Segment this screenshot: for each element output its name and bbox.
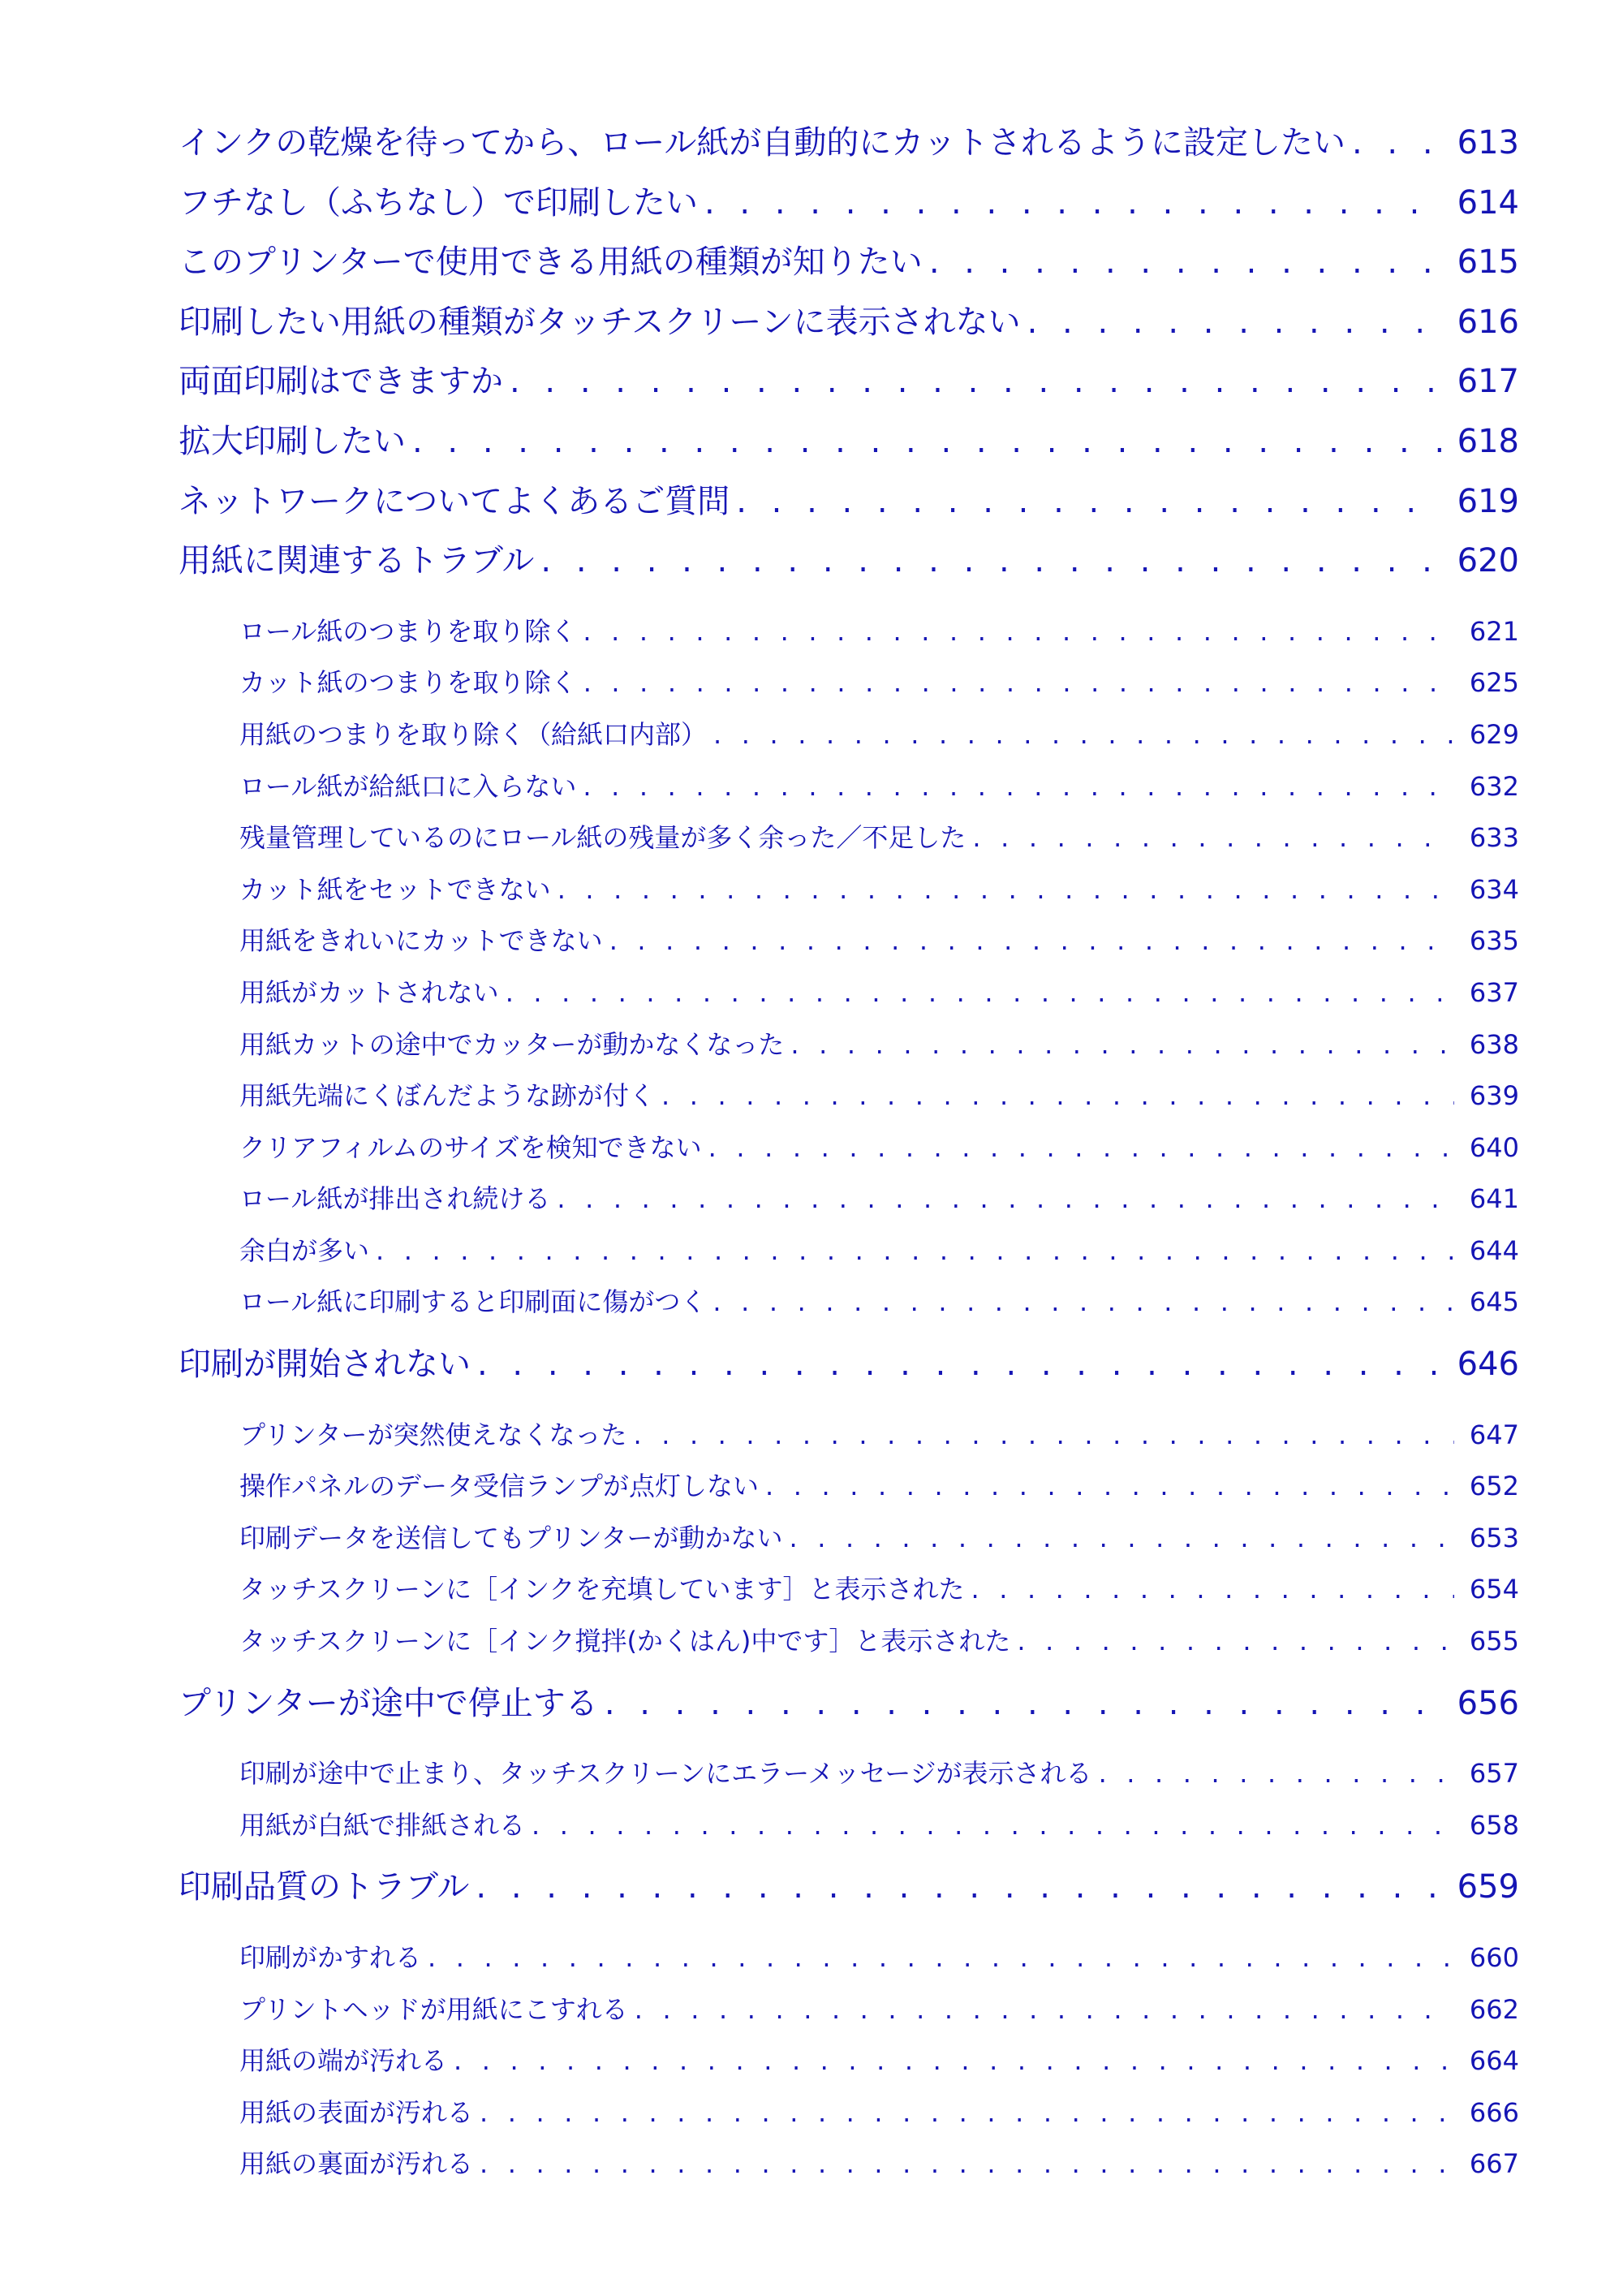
toc-entry-title[interactable]: カット紙をセットできない [239,873,551,905]
toc-entry-title[interactable]: 拡大印刷したい [179,422,406,460]
toc-entry-title[interactable]: 用紙の裏面が汚れる [239,2148,474,2180]
toc-entry-title[interactable]: タッチスクリーンに［インク撹拌(かくはん)中です］と表示された [239,1626,1011,1657]
toc-page-number[interactable]: 662 [1469,1993,1519,2025]
dot-leader [972,812,1454,864]
toc-page-number[interactable]: 664 [1469,2045,1519,2077]
toc-entry-title[interactable]: ネットワークについてよくあるご質問 [179,482,730,520]
toc-entry-title[interactable]: 印刷が途中で止まり、タッチスクリーンにエラーメッセージが表示される [239,1758,1092,1790]
toc-page-number[interactable]: 658 [1469,1809,1519,1841]
dot-leader [540,532,1441,592]
toc-entry[interactable] [179,233,1519,293]
toc-subentry[interactable] [179,606,1519,658]
toc-entry-title[interactable]: 印刷がかすれる [239,1942,422,1973]
dot-leader [532,1800,1454,1852]
dot-leader [635,1984,1454,2036]
toc-page-number[interactable]: 640 [1469,1131,1519,1163]
dot-leader [506,967,1454,1019]
toc-subentry[interactable] [179,915,1519,967]
toc-subentry[interactable] [179,1616,1519,1668]
toc-entry-title[interactable]: 用紙の表面が汚れる [239,2096,474,2128]
toc-page-number[interactable]: 656 [1457,1684,1519,1722]
dot-leader [971,1564,1454,1616]
toc-page-number[interactable]: 653 [1469,1522,1519,1553]
dot-leader [789,1513,1454,1565]
toc-entry[interactable] [179,114,1519,174]
toc-page-number[interactable]: 617 [1457,363,1519,401]
dot-leader [633,1410,1454,1462]
toc-page-number[interactable]: 634 [1469,873,1519,905]
toc-page-number[interactable]: 615 [1457,243,1519,282]
toc-subentry[interactable] [179,761,1519,813]
toc-subentry[interactable] [179,2139,1519,2190]
toc-page-number[interactable]: 647 [1469,1419,1519,1450]
toc-entry[interactable] [179,1858,1519,1918]
toc-page-number[interactable]: 654 [1469,1574,1519,1605]
toc-page-number[interactable]: 618 [1457,422,1519,460]
toc-subentry[interactable] [179,1564,1519,1616]
toc-entry-title[interactable]: 印刷が開始されない [179,1346,471,1384]
toc-entry-title[interactable]: ロール紙が給紙口に入らない [239,770,577,802]
toc-entry[interactable] [179,412,1519,472]
dot-leader [1352,114,1441,174]
toc-page-number[interactable]: 641 [1469,1183,1519,1215]
toc-subentry[interactable] [179,1122,1519,1174]
toc-page-number[interactable]: 660 [1469,1942,1519,1973]
dot-leader [480,2139,1454,2190]
dot-leader [661,1070,1454,1122]
toc-entry-title[interactable]: 印刷品質のトラブル [179,1868,470,1906]
dot-leader [376,1226,1454,1277]
toc-subentry[interactable] [179,1932,1519,1984]
toc-page-number[interactable]: 646 [1457,1346,1519,1384]
toc-entry-title[interactable]: カット紙のつまりを取り除く [239,667,577,699]
toc-subentry[interactable] [179,1984,1519,2036]
toc-subentry[interactable] [179,1226,1519,1277]
toc-subentry[interactable] [179,2035,1519,2087]
toc-page-number[interactable]: 644 [1469,1234,1519,1266]
toc-subentry[interactable] [179,1410,1519,1462]
toc-entry[interactable] [179,352,1519,412]
dot-leader [929,233,1441,293]
toc-page-number[interactable]: 625 [1469,667,1519,699]
toc-page-number[interactable]: 629 [1469,718,1519,750]
toc-entry-title[interactable]: プリンターが突然使えなくなった [239,1419,627,1450]
toc-subentry[interactable] [179,967,1519,1019]
toc-page-number[interactable]: 613 [1457,124,1519,162]
toc-subentry[interactable] [179,1070,1519,1122]
toc-subentry[interactable] [179,864,1519,916]
toc-subentry[interactable] [179,1277,1519,1329]
toc-entry-title[interactable]: 用紙が白紙で排紙される [239,1809,526,1841]
toc-entry-title[interactable]: 残量管理しているのにロール紙の残量が多く余った／不足した [239,822,966,854]
toc-page-number[interactable]: 655 [1469,1626,1519,1657]
toc-page-number[interactable]: 666 [1469,2096,1519,2128]
toc-entry-title[interactable]: このプリンターで使用できる用紙の種類が知りたい [179,243,923,282]
dot-leader [790,1019,1454,1071]
toc-page-number[interactable]: 657 [1469,1758,1519,1790]
toc-entry-title[interactable]: 用紙カットの途中でカッターが動かなくなった [239,1028,785,1060]
toc-page-number[interactable]: 619 [1457,482,1519,520]
toc-entry[interactable] [179,174,1519,234]
dot-leader [765,1461,1454,1513]
toc-page-number[interactable]: 635 [1469,925,1519,957]
toc-entry-title[interactable]: 用紙のつまりを取り除く（給紙口内部） [239,718,708,750]
toc-subentry[interactable] [179,1513,1519,1565]
toc-subentry[interactable] [179,1461,1519,1513]
toc-page-number[interactable]: 620 [1457,542,1519,580]
toc-page-number[interactable]: 645 [1469,1286,1519,1318]
toc-entry[interactable] [179,532,1519,592]
toc-subentry[interactable] [179,1174,1519,1226]
toc-entry-title[interactable]: 用紙の端が汚れる [239,2045,448,2077]
dot-leader [708,1122,1454,1174]
dot-leader [704,174,1441,234]
toc-page-number[interactable]: 667 [1469,2148,1519,2180]
toc-entry-title[interactable]: クリアフィルムのサイズを検知できない [239,1131,702,1163]
toc-subentry[interactable] [179,1019,1519,1071]
dot-leader [428,1932,1454,1984]
table-of-contents [179,114,1519,2190]
toc-entry-title[interactable]: 印刷したい用紙の種類がタッチスクリーンに表示されない [179,303,1021,341]
dot-leader [454,2035,1454,2087]
dot-leader [510,352,1441,412]
toc-entry-title[interactable]: プリントヘッドが用紙にこすれる [239,1993,628,2025]
dot-leader [713,709,1454,761]
toc-entry-title[interactable]: ロール紙に印刷すると印刷面に傷がつく [239,1286,707,1318]
dot-leader [583,761,1454,813]
dot-leader [476,1858,1441,1918]
toc-entry-title[interactable]: 用紙をきれいにカットできない [239,925,603,957]
toc-entry-title[interactable]: プリンターが途中で停止する [179,1684,598,1722]
toc-page-number[interactable]: 632 [1469,770,1519,802]
toc-page-number[interactable]: 639 [1469,1080,1519,1112]
dot-leader [605,1674,1441,1734]
toc-subentry[interactable] [179,2087,1519,2139]
toc-page-number[interactable]: 637 [1469,976,1519,1008]
toc-entry[interactable] [179,1674,1519,1734]
toc-page-number[interactable]: 633 [1469,822,1519,854]
toc-subentry[interactable] [179,709,1519,761]
toc-entry-title[interactable]: 用紙先端にくぼんだような跡が付く [239,1080,656,1112]
dot-leader [583,606,1454,658]
toc-entry-title[interactable]: タッチスクリーンに［インクを充填しています］と表示された [239,1574,965,1605]
dot-leader [558,864,1454,916]
toc-page-number[interactable]: 652 [1469,1471,1519,1502]
toc-subentry[interactable] [179,812,1519,864]
dot-leader [412,412,1441,472]
dot-leader [583,657,1454,709]
toc-entry-title[interactable]: 用紙がカットされない [239,976,499,1008]
dot-leader [1027,293,1441,353]
dot-leader [712,1277,1454,1329]
dot-leader [1099,1748,1454,1800]
toc-subentry[interactable] [179,657,1519,709]
dot-leader [480,2087,1454,2139]
toc-entry-title[interactable]: フチなし（ふちなし）で印刷したい [179,183,698,222]
toc-page-number[interactable]: 621 [1469,615,1519,647]
toc-entry[interactable] [179,293,1519,353]
toc-entry-title[interactable]: ロール紙が排出され続ける [239,1183,551,1215]
toc-page-number[interactable]: 659 [1457,1868,1519,1906]
toc-page-number[interactable]: 616 [1457,303,1519,341]
toc-entry[interactable] [179,1335,1519,1395]
toc-entry-title[interactable]: 余白が多い [239,1234,370,1266]
dot-leader [736,472,1441,532]
dot-leader [557,1174,1454,1226]
toc-entry[interactable] [179,472,1519,532]
toc-entry-title[interactable]: 両面印刷はできますか [179,363,503,401]
toc-page-number[interactable]: 614 [1457,183,1519,222]
toc-entry-title[interactable]: ロール紙のつまりを取り除く [239,615,577,647]
toc-entry-title[interactable]: 用紙に関連するトラブル [179,542,535,580]
dot-leader [477,1335,1441,1395]
dot-leader [1017,1616,1454,1668]
toc-entry-title[interactable]: インクの乾燥を待ってから、ロール紙が自動的にカットされるように設定したい [179,124,1345,162]
toc-subentry[interactable] [179,1800,1519,1852]
toc-entry-title[interactable]: 操作パネルのデータ受信ランプが点灯しない [239,1471,760,1502]
toc-subentry[interactable] [179,1748,1519,1800]
toc-page-number[interactable]: 638 [1469,1028,1519,1060]
dot-leader [609,915,1454,967]
toc-entry-title[interactable]: 印刷データを送信してもプリンターが動かない [239,1522,783,1553]
